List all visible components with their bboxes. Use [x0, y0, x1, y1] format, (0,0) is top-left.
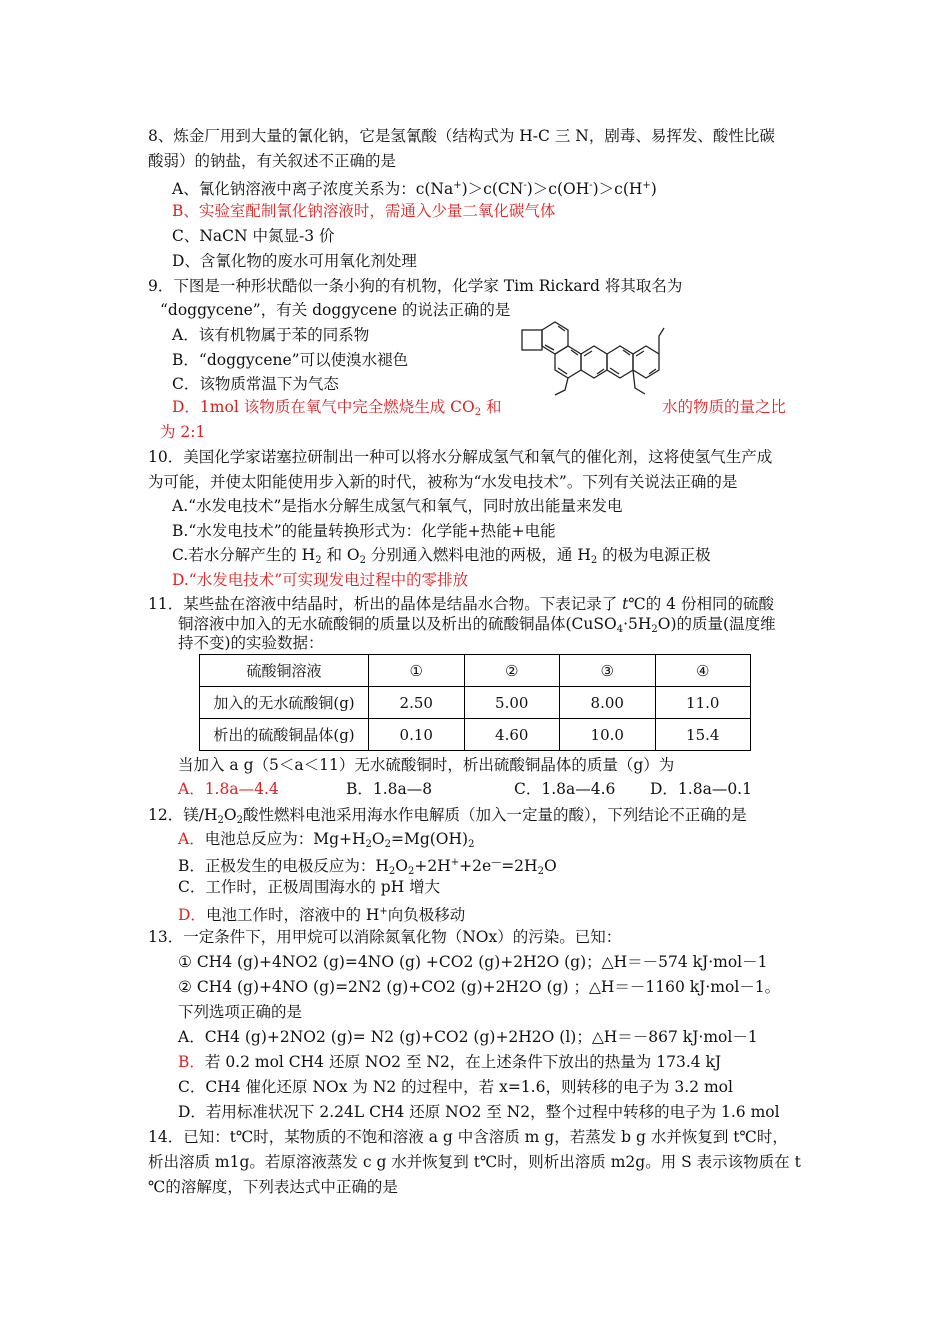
q12-option-b: B．正极发生的电极反应为：$H_2O_2+2H^++2e^—=2H_2O$ [178, 857, 557, 877]
q10-stem-line2: 为可能，并使太阳能使用步入新的时代，被称为“水发电技术”。下列有关说法正确的是 [148, 473, 738, 491]
table-header-cell: ③ [560, 655, 656, 687]
q13-option-b: B．若 0.2 mol CH4 还原 NO2 至 N2，在上述条件下放出的热量为 173.4 kJ [178, 1053, 722, 1071]
ethyl-group-top [659, 328, 664, 354]
q8-option-b: B、实验室配制氰化钠溶液时，需通入少量二氧化碳气体 [172, 202, 556, 220]
q11-option-a: A．1.8a—4.4 [178, 780, 279, 798]
q13-option-c: C．CH4 催化还原 NOx 为 N2 的过程中，若 x=1.6，则转移的电子为 3.2 mol [178, 1078, 733, 1096]
table-cell: 加入的无水硫酸铜(g) [200, 687, 369, 719]
q14-stem-line1: 14．已知：t℃时，某物质的不饱和溶液 a g 中含溶质 m g，若蒸发 b g 水并恢复到 t℃时， [148, 1128, 788, 1146]
q12-option-d: D．电池工作时，溶液中的 H+向负极移动 [178, 906, 466, 924]
table-header-cell: ④ [655, 655, 751, 687]
q9-stem-line2: “doggycene”，有关 doggycene 的说法正确的是 [160, 301, 511, 319]
table-row [200, 719, 751, 751]
benzene-ring-2 [555, 346, 581, 378]
q9-option-b: B．“doggycene”可以使溴水褪色 [172, 351, 409, 369]
q9-option-d-end: 为 2:1 [160, 423, 206, 441]
q13-option-d: D．若用标准状况下 2.24L CH4 还原 NO2 至 N2，整个过程中转移的电子为 1.6 mol [178, 1103, 780, 1121]
q8-option-c: C、NaCN 中氮显-3 价 [172, 227, 335, 245]
q9-stem-line1: 9．下图是一种形状酷似一条小狗的有机物，化学家 Tim Rickard 将其取名为 [148, 277, 683, 295]
table-cell: 8.00 [560, 687, 656, 719]
table-header-cell: ① [369, 655, 465, 687]
q11-condition: 当加入 a g（5＜a＜11）无水硫酸铜时，析出硫酸铜晶体的质量（g）为 [178, 756, 675, 774]
table-row [200, 687, 751, 719]
table-cell: 4.60 [464, 719, 560, 751]
q8-option-a: A、氰化钠溶液中离子浓度关系为：c(Na+)＞c(CN-)＞c(OH-)＞c(H+) [172, 180, 657, 198]
benzene-ring-3 [581, 346, 607, 378]
q11-stem-line2: 铜溶液中加入的无水硫酸铜的质量以及析出的硫酸铜晶体$(CuSO_4\cdot 5H_2O)$的质量(温度维 [178, 615, 776, 635]
q10-stem-line1: 10．美国化学家诺塞拉研制出一种可以将水分解成氢气和氧气的催化剂，这将使氢气生产成 [148, 448, 773, 466]
benzene-ring-1 [542, 322, 568, 354]
q12-stem: 12．镁$/H_2O_2$酸性燃料电池采用海水作电解质（加入一定量的酸），下列结论不正确的是 [148, 806, 747, 826]
q8-option-d: D、含氰化物的废水可用氧化剂处理 [172, 252, 417, 270]
q9-option-c: C．该物质常温下为气态 [172, 375, 339, 393]
table-header-cell: 硫酸铜溶液 [200, 655, 369, 687]
q13-reaction-2: ② CH4 (g)+4NO (g)=2N2 (g)+CO2 (g)+2H2O (g) ；△H＝－1160 kJ·mol－1。 [178, 978, 781, 996]
q11-data-table [199, 654, 751, 751]
q10-option-c: C.若水分解产生的 $H_2$ 和 $O_2$ 分别通入燃料电池的两极，通 $H_2$ 的极为电源正极 [172, 546, 711, 566]
benzene-ring-4 [607, 346, 633, 378]
q13-option-a: A．CH4 (g)+2NO2 (g)= N2 (g)+CO2 (g)+2H2O (l)；△H＝－867 kJ·mol－1 [178, 1028, 758, 1046]
q11-option-d: D．1.8a—0.1 [650, 780, 752, 798]
table-cell: 11.0 [655, 687, 751, 719]
cyclobutane-ring [522, 330, 542, 350]
q11-option-c: C．1.8a—4.6 [514, 780, 616, 798]
table-cell: 2.50 [369, 687, 465, 719]
q11-stem-line1: 11．某些盐在溶液中结晶时，析出的晶体是结晶水合物。下表记录了 t℃的 4 份相同的硫酸 [148, 595, 774, 613]
table-cell: 10.0 [560, 719, 656, 751]
benzene-ring-5 [633, 346, 659, 378]
q11-stem-line3: 持不变)的实验数据： [178, 634, 324, 652]
table-cell: 析出的硫酸铜晶体(g) [200, 719, 369, 751]
q13-stem: 13．一定条件下，用甲烷可以消除氮氧化物（NOx）的污染。已知： [148, 928, 622, 946]
q11-option-b: B．1.8a—8 [346, 780, 433, 798]
q12-option-a: A．电池总反应为：$Mg+H_2O_2=Mg(OH)_2$ [178, 830, 475, 850]
q10-option-b: B.“水发电技术”的能量转换形式为：化学能+热能+电能 [172, 522, 556, 540]
ethyl-group-left [555, 378, 568, 395]
table-header-row [200, 655, 751, 687]
q10-option-d: D.“水发电技术”可实现发电过程中的零排放 [172, 571, 469, 589]
q9-option-a: A．该有机物属于苯的同系物 [172, 326, 370, 344]
q9-option-d-continued: 水的物质的量之比 [662, 398, 787, 416]
q12-option-c: C．工作时，正极周围海水的 pH 增大 [178, 878, 441, 896]
q13-reaction-1: ① CH4 (g)+4NO2 (g)=4NO (g) +CO2 (g)+2H2O (g)；△H＝－574 kJ·mol－1 [178, 953, 768, 971]
q14-stem-line3: ℃的溶解度，下列表达式中正确的是 [148, 1178, 398, 1196]
table-cell: 5.00 [464, 687, 560, 719]
q13-question: 下列选项正确的是 [178, 1003, 303, 1021]
table-header-cell: ② [464, 655, 560, 687]
table-cell: 15.4 [655, 719, 751, 751]
q14-stem-line2: 析出溶质 m1g。若原溶液蒸发 c g 水并恢复到 t℃时，则析出溶质 m2g。用 S 表示该物质在 t [148, 1153, 801, 1171]
q9-option-d: D．1mol 该物质在氧气中完全燃烧生成 $CO_2$ 和 [172, 398, 502, 418]
q8-stem-line1: 8、炼金厂用到大量的氰化钠，它是氢氰酸（结构式为 H-C 三 N，剧毒、易挥发、酸性比碳 [148, 127, 775, 145]
q8-stem-line2: 酸弱）的钠盐，有关叙述不正确的是 [148, 152, 397, 170]
q10-option-a: A.“水发电技术”是指水分解生成氢气和氧气，同时放出能量来发电 [172, 497, 623, 515]
table-cell: 0.10 [369, 719, 465, 751]
doggycene-structure-diagram [515, 316, 665, 406]
